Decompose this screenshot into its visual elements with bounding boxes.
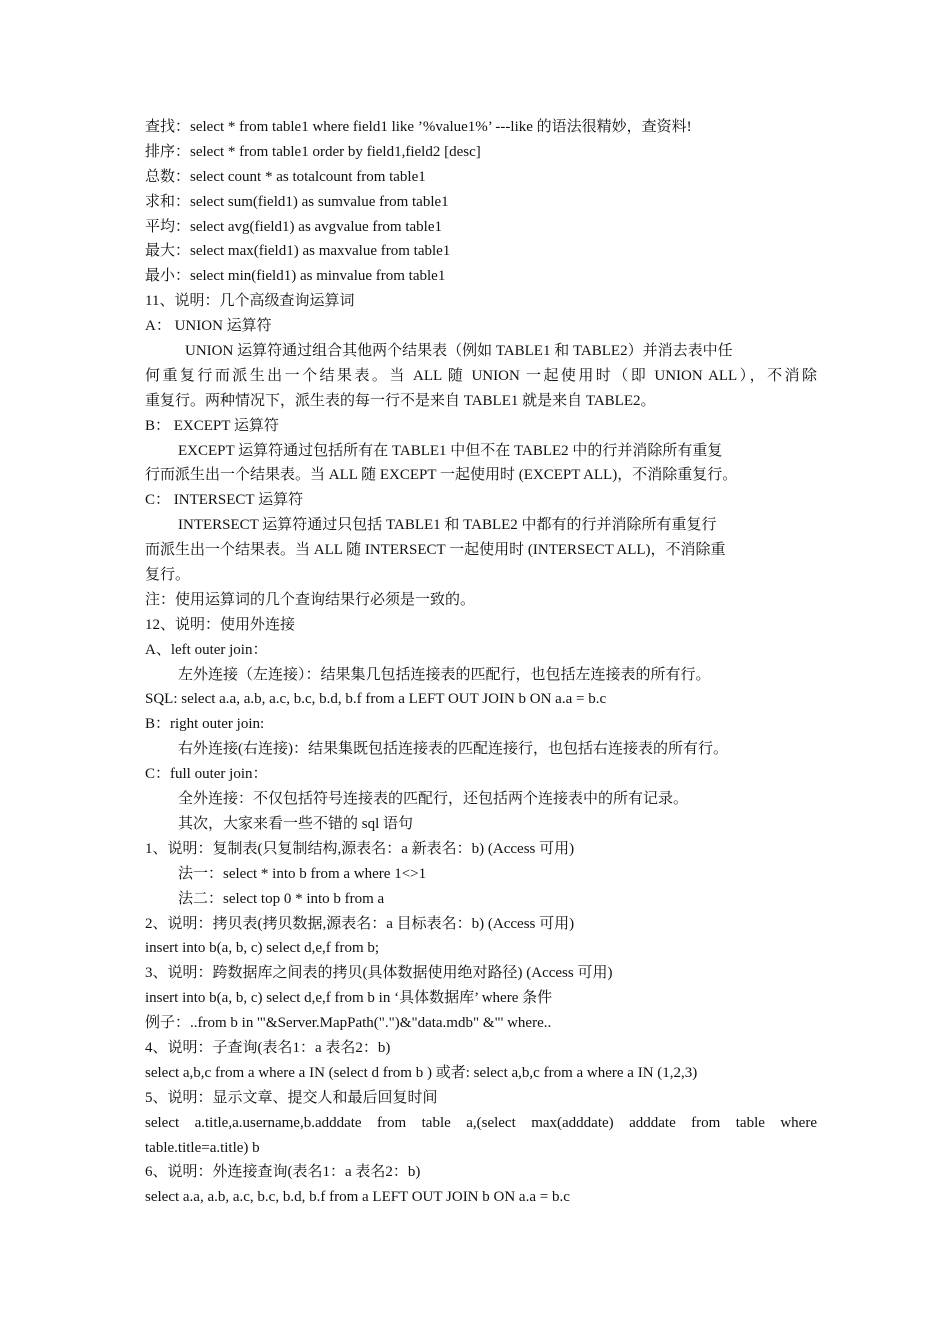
document-body xyxy=(145,115,817,1210)
code-line: select a.a, a.b, a.c, b.c, b.d, b.f from a LEFT OUT JOIN b ON a.a = b.c xyxy=(145,1189,570,1206)
code-line: SQL: select a.a, a.b, a.c, b.c, b.d, b.f from a LEFT OUT JOIN b ON a.a = b.c xyxy=(145,691,607,708)
paragraph-line: 复行。 xyxy=(145,567,191,584)
code-line: insert into b(a, b, c) select d,e,f from b; xyxy=(145,940,380,957)
section-heading: 5、说明：显示文章、提交人和最后回复时间 xyxy=(145,1089,438,1106)
paragraph-line: 全外连接：不仅包括符号连接表的匹配行，还包括两个连接表中的所有记录。 xyxy=(178,791,689,808)
section-heading: 3、说明：跨数据库之间表的拷贝(具体数据使用绝对路径) (Access 可用) xyxy=(145,965,613,982)
code-line: 法二：select top 0 * into b from a xyxy=(178,890,385,907)
note-line: 注：使用运算词的几个查询结果行必须是一致的。 xyxy=(145,591,476,608)
subsection-heading: B： EXCEPT 运算符 xyxy=(145,417,279,434)
paragraph-line: 重复行。两种情况下，派生表的每一行不是来自 TABLE1 就是来自 TABLE2。 xyxy=(145,392,656,409)
text-line: 最大：select max(field1) as maxvalue from table1 xyxy=(145,243,451,260)
section-heading: 11、说明：几个高级查询运算词 xyxy=(145,293,355,310)
subsection-heading: C： INTERSECT 运算符 xyxy=(145,492,304,509)
paragraph-line: 右外连接(右连接)：结果集既包括连接表的匹配连接行，也包括右连接表的所有行。 xyxy=(178,741,728,758)
text-line: 最小：select min(field1) as minvalue from table1 xyxy=(145,268,446,285)
subsection-heading: A： UNION 运算符 xyxy=(145,318,272,335)
subsection-heading: C：full outer join： xyxy=(145,766,268,783)
text-line: 总数：select count * as totalcount from table1 xyxy=(145,168,426,185)
paragraph-line: UNION 运算符通过组合其他两个结果表（例如 TABLE1 和 TABLE2）并消去表中任 xyxy=(185,343,733,360)
paragraph-line: INTERSECT 运算符通过只包括 TABLE1 和 TABLE2 中都有的行并消除所有重复行 xyxy=(178,517,717,534)
text-line: 求和：select sum(field1) as sumvalue from table1 xyxy=(145,193,449,210)
code-line: select a,b,c from a where a IN (select d from b ) 或者: select a,b,c from a where a IN (1,2,3) xyxy=(145,1064,698,1081)
section-heading: 6、说明：外连接查询(表名1：a 表名2：b) xyxy=(145,1164,421,1181)
code-line: 法一：select * into b from a where 1<>1 xyxy=(178,865,427,882)
code-line: table.title=a.title) b xyxy=(145,1139,260,1156)
paragraph-line: 何重复行而派生出一个结果表。当 ALL 随 UNION 一起使用时（即 UNION ALL），不消除 xyxy=(145,367,817,384)
paragraph-line: EXCEPT 运算符通过包括所有在 TABLE1 中但不在 TABLE2 中的行并消除所有重复 xyxy=(178,442,723,459)
paragraph-line: 其次，大家来看一些不错的 sql 语句 xyxy=(178,815,414,832)
section-heading: 2、说明：拷贝表(拷贝数据,源表名：a 目标表名：b) (Access 可用) xyxy=(145,915,575,932)
text-line: 平均：select avg(field1) as avgvalue from table1 xyxy=(145,218,442,235)
paragraph-line: 左外连接（左连接）：结果集几包括连接表的匹配行，也包括左连接表的所有行。 xyxy=(178,666,711,683)
paragraph-line: 行而派生出一个结果表。当 ALL 随 EXCEPT 一起使用时 (EXCEPT ALL)，不消除重复行。 xyxy=(145,467,738,484)
section-heading: 4、说明：子查询(表名1：a 表名2：b) xyxy=(145,1039,391,1056)
subsection-heading: A、left outer join： xyxy=(145,641,268,658)
text-line: 排序：select * from table1 order by field1,field2 [desc] xyxy=(145,143,481,160)
code-line: insert into b(a, b, c) select d,e,f from b in ‘具体数据库’ where 条件 xyxy=(145,990,553,1007)
section-heading: 12、说明：使用外连接 xyxy=(145,616,296,633)
code-line: 例子：..from b in '"&Server.MapPath(".")&"data.mdb" &"' where.. xyxy=(145,1015,552,1032)
paragraph-line: 而派生出一个结果表。当 ALL 随 INTERSECT 一起使用时 (INTERSECT ALL)，不消除重 xyxy=(145,542,726,559)
code-line: select a.title,a.username,b.adddate from table a,(select max(adddate) adddate from table where xyxy=(145,1114,817,1131)
text-line: 查找：select * from table1 where field1 like ’%value1%’ ---like 的语法很精妙，查资料! xyxy=(145,119,692,135)
subsection-heading: B：right outer join: xyxy=(145,716,265,733)
section-heading: 1、说明：复制表(只复制结构,源表名：a 新表名：b) (Access 可用) xyxy=(145,840,575,857)
